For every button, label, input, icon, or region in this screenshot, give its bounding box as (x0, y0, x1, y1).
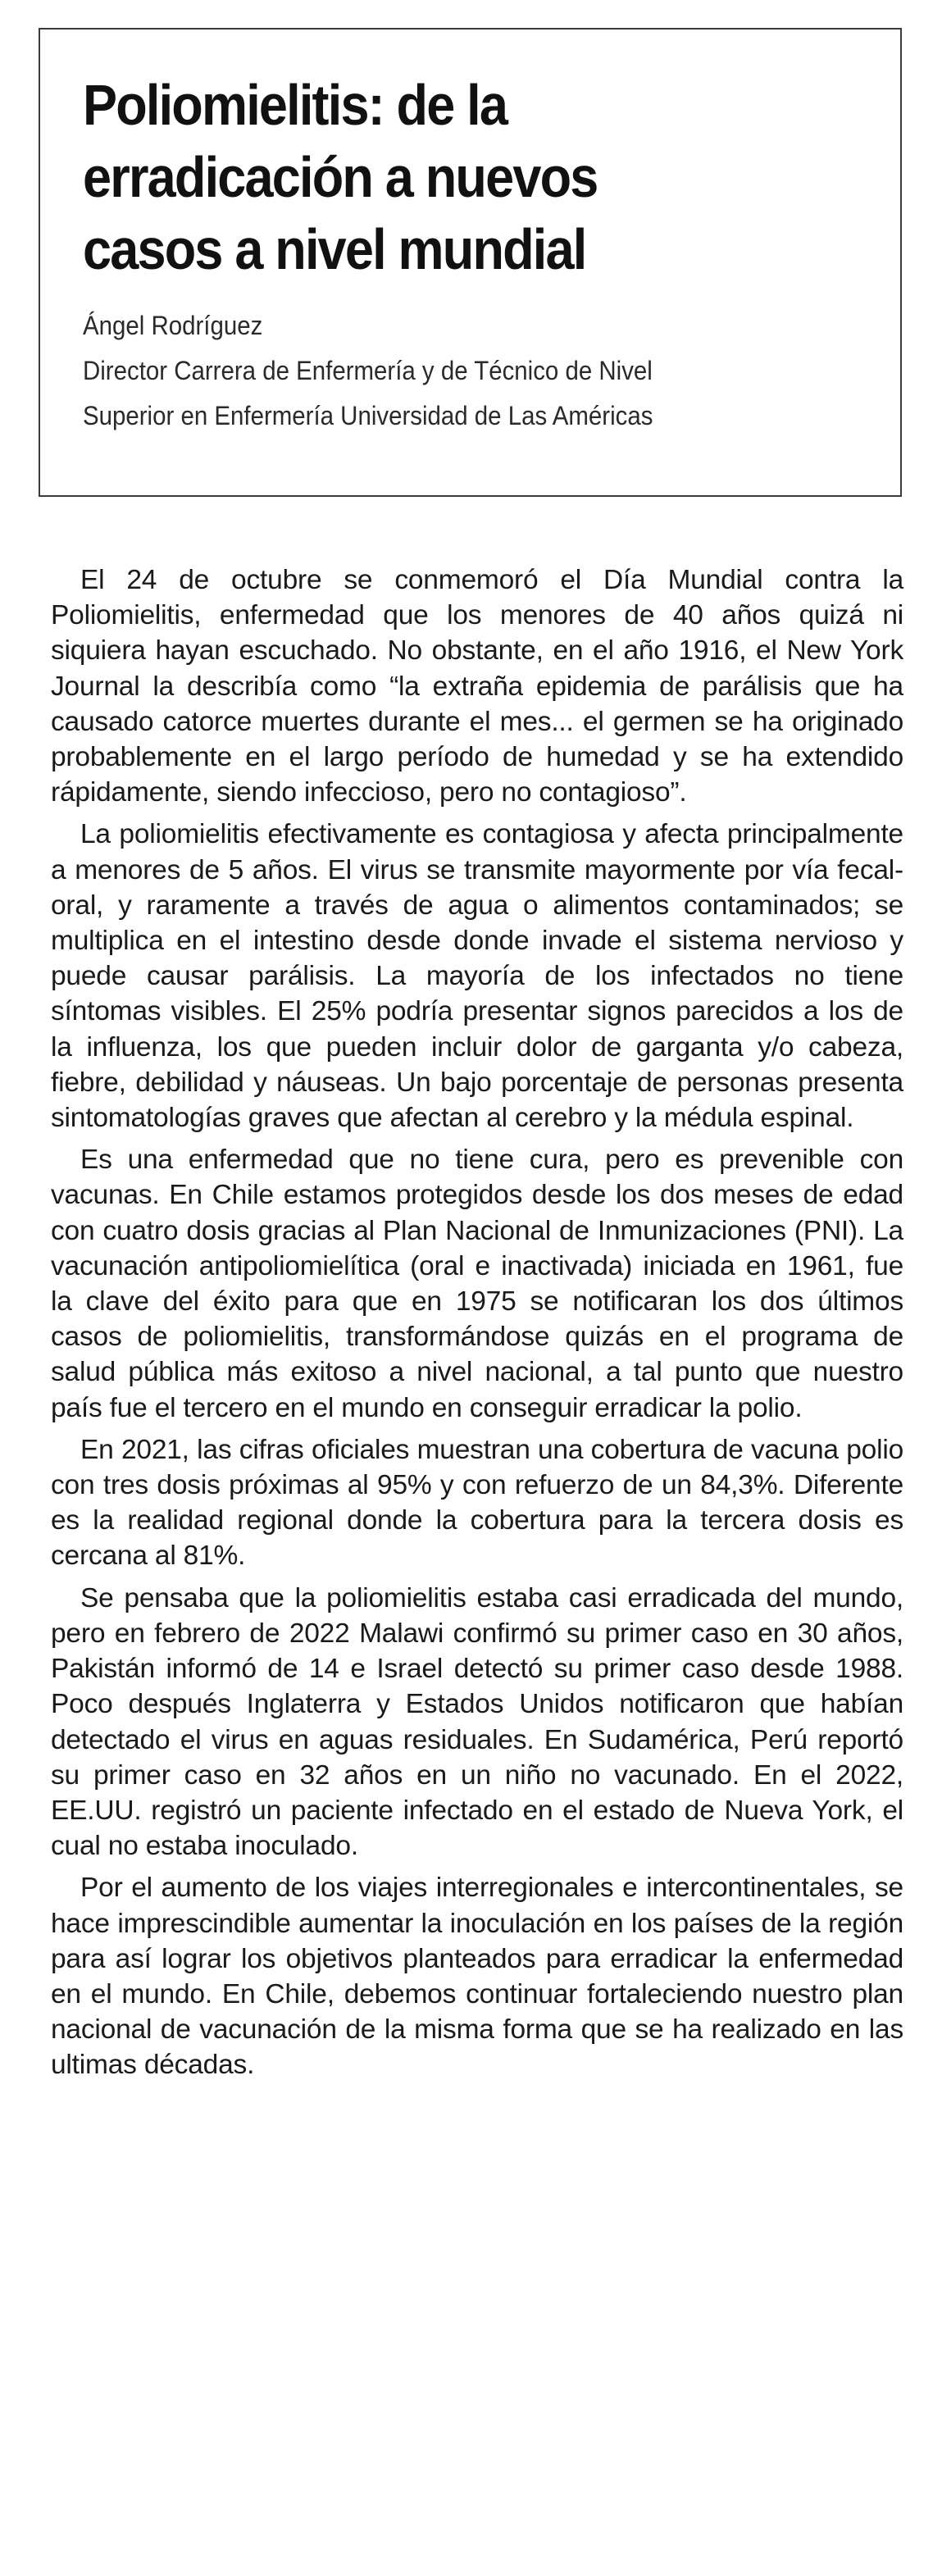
article-header (39, 28, 902, 497)
paragraph-4: En 2021, las cifras oficiales muestran una cobertura de vacuna polio con tres dosis próximas al 95% y con refuerzo de un 84,3%. Diferente es la realidad regional donde la cobertura para la tercera dosis es cercana al 81%. (51, 1434, 903, 1572)
article-body (51, 562, 903, 2090)
paragraph-3: Es una enfermedad que no tiene cura, pero es prevenible con vacunas. En Chile estamos protegidos desde los dos meses de edad con cuatro dosis gracias al Plan Nacional de Inmunizaciones (PNI). La vacunación antipoliomielítica (oral e inactivada) iniciada en 1961, fue la clave del éxito para que en 1975 se notificaran los dos últimos casos de poliomielitis, transformándose quizás en el programa de salud pública más exitoso a nivel nacional, a tal punto que nuestro país fue el tercero en el mundo en conseguir erradicar la polio. (51, 1145, 903, 1423)
paragraph-6: Por el aumento de los viajes interregionales e intercontinentales, se hace imprescindible aumentar la inoculación en los países de la región para así lograr los objetivos planteados para erradicar la enfermedad en el mundo. En Chile, debemos continuar fortaleciendo nuestro plan nacional de vacunación de la misma forma que se ha realizado en las ultimas décadas. (51, 1873, 903, 2081)
byline (83, 303, 898, 439)
paragraph-2: La poliomielitis efectivamente es contagiosa y afecta principalmente a menores de 5 años. El virus se transmite mayormente por vía fecal-oral, y raramente a través de agua o alimentos contaminados; se multiplica en el intestino desde donde invade el sistema nervioso y puede causar parálisis. La mayoría de los infectados no tiene síntomas visibles. El 25% podría presentar signos parecidos a los de la influenza, los que pueden incluir dolor de garganta y/o cabeza, fiebre, debilidad y náuseas. Un bajo porcentaje de personas presenta sintomatologías graves que afectan al cerebro y la médula espinal. (51, 819, 903, 1134)
author-name: Ángel Rodríguez (83, 311, 263, 340)
author-role-line-2: Superior en Enfermería Universidad de Las Américas (83, 401, 653, 430)
article-title: Poliomielitis: de la erradicación a nuevos casos a nivel mundial (83, 73, 598, 281)
paragraph-1: El 24 de octubre se conmemoró el Día Mundial contra la Poliomielitis, enfermedad que los menores de 40 años quizá ni siquiera hayan escuchado. No obstante, en el año 1916, el New York Journal la describía como “la extraña epidemia de parálisis que ha causado catorce muertes durante el mes... el germen se ha originado probablemente en el largo período de humedad y se ha extendido rápidamente, siendo infeccioso, pero no contagioso”. (51, 565, 903, 808)
paragraph-5: Se pensaba que la poliomielitis estaba casi erradicada del mundo, pero en febrero de 2022 Malawi confirmó su primer caso en 30 años, Pakistán informó de 14 e Israel detectó su primer caso desde 1988. Poco después Inglaterra y Estados Unidos notificaron que habían detectado el virus en aguas residuales. En Sudamérica, Perú reportó su primer caso en 32 años en un niño no vacunado. En el 2022, EE.UU. registró un paciente infectado en el estado de Nueva York, el cual no estaba inoculado. (51, 1582, 903, 1862)
author-role-line-1: Director Carrera de Enfermería y de Técnico de Nivel (83, 356, 653, 385)
